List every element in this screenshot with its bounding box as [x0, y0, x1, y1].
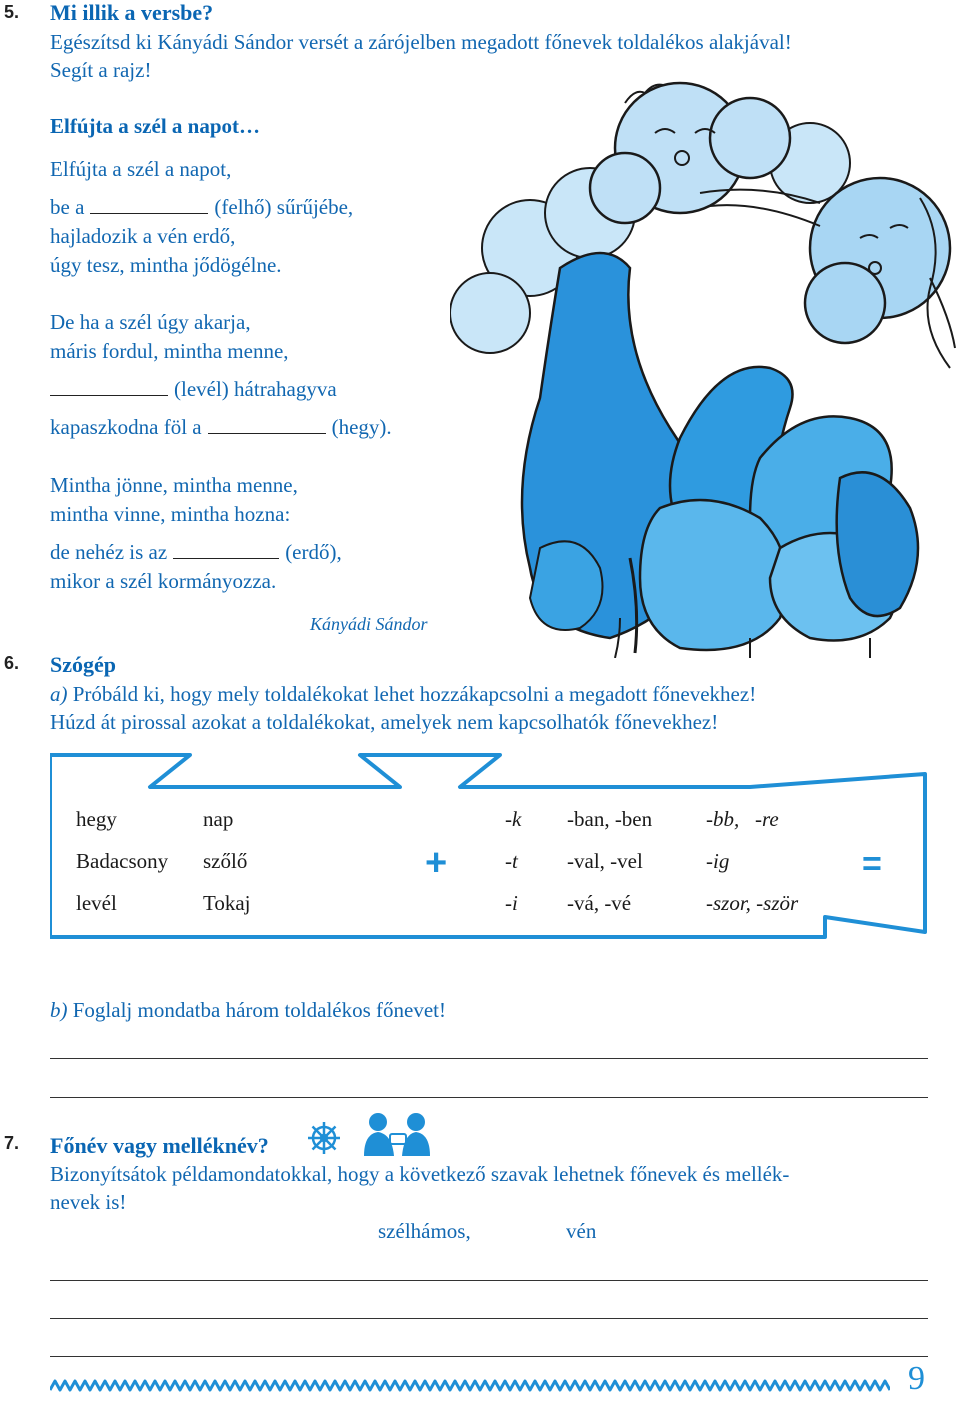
poem-line: hajladozik a vén erdő, — [50, 224, 236, 248]
suffix-cell[interactable]: -ban, -ben — [567, 807, 653, 831]
poem-line: máris fordul, mintha menne, — [50, 339, 289, 363]
poem-line: úgy tesz, mintha jődögélne. — [50, 253, 282, 277]
suffix-cell[interactable]: -i — [505, 891, 518, 915]
poem-author: Kányádi Sándor — [310, 614, 428, 634]
instruction-text: a) Próbáld ki, hogy mely toldalékokat lehet hozzákapcsolni a megadott főnevekhez! — [50, 682, 757, 706]
poem-line: (levél) hátrahagyva — [50, 375, 337, 404]
fill-blank[interactable] — [50, 394, 168, 396]
plus-sign: + — [425, 842, 448, 884]
page-number: 9 — [908, 1360, 925, 1397]
answer-line[interactable] — [50, 1318, 928, 1319]
suffix-cell[interactable]: -t — [505, 849, 518, 873]
answer-line[interactable] — [50, 1058, 928, 1059]
poem-line: mikor a szél kormányozza. — [50, 569, 277, 593]
poem-title: Elfújta a szél a napot… — [50, 114, 260, 138]
task-number: 7. — [4, 1133, 20, 1153]
suffix-cell[interactable]: -ig — [706, 849, 730, 873]
equals-sign: = — [862, 845, 882, 883]
example-word: szélhámos, — [378, 1219, 471, 1243]
task-title: Főnév vagy melléknév? — [50, 1133, 269, 1158]
poem-line: de nehéz is az (erdő), — [50, 540, 342, 564]
noun-cell: Badacsony — [76, 849, 169, 873]
wind-forest-illustration — [450, 78, 960, 658]
answer-line[interactable] — [50, 1280, 928, 1281]
noun-cell: nap — [203, 807, 234, 831]
noun-cell: hegy — [76, 807, 117, 831]
instruction-text: b) Foglalj mondatba három toldalékos főnevet! — [50, 998, 446, 1022]
cloud-shape — [710, 98, 790, 178]
fill-blank[interactable] — [173, 557, 279, 559]
cloud-shape — [590, 153, 660, 223]
decorative-wave — [50, 1378, 890, 1394]
poem-line: kapaszkodna föl a (hegy). — [50, 415, 392, 439]
suffix-cell[interactable]: -bb, -re — [706, 807, 779, 831]
wheel-icon — [306, 1120, 342, 1156]
pair-work-icon — [360, 1112, 436, 1158]
answer-line[interactable] — [50, 1356, 928, 1357]
instruction-text: nevek is! — [50, 1190, 127, 1214]
example-word: vén — [566, 1219, 597, 1243]
poem-line: Elfújta a szél a napot, — [50, 157, 232, 181]
noun-cell: szőlő — [203, 849, 248, 873]
fill-blank[interactable] — [90, 212, 208, 214]
tree-shape — [640, 500, 787, 650]
poem-line: mintha vinne, mintha hozna: — [50, 502, 291, 526]
task-number: 6. — [4, 653, 20, 673]
cloud-shape — [450, 273, 530, 353]
answer-line[interactable] — [50, 1097, 928, 1098]
tree-shape — [837, 472, 918, 616]
instruction-text: Segít a rajz! — [50, 58, 152, 82]
fill-blank[interactable] — [208, 432, 326, 434]
instruction-text: Egészítsd ki Kányádi Sándor versét a zárójelben megadott főnevek toldalékos alakjával! — [50, 30, 792, 54]
noun-cell: levél — [76, 891, 117, 915]
task-title: Mi illik a versbe? — [50, 0, 214, 25]
suffix-cell[interactable]: -val, -vel — [567, 849, 643, 873]
instruction-text: Húzd át pirossal azokat a toldalékokat, amelyek nem kapcsolhatók főnevekhez! — [50, 710, 719, 734]
task-number: 5. — [4, 2, 20, 22]
suffix-cell[interactable]: -vá, -vé — [567, 891, 632, 915]
cloud-shape — [805, 263, 885, 343]
poem-line: be a (felhő) sűrűjébe, — [50, 195, 354, 219]
suffix-cell[interactable]: -k — [505, 807, 522, 831]
word-machine-frame — [50, 752, 932, 952]
suffix-cell[interactable]: -szor, -ször — [706, 891, 799, 915]
poem-line: De ha a szél úgy akarja, — [50, 310, 251, 334]
noun-cell: Tokaj — [203, 891, 251, 915]
poem-line: Mintha jönne, mintha menne, — [50, 473, 298, 497]
task-title: Szógép — [50, 652, 116, 677]
instruction-text: Bizonyítsátok példamondatokkal, hogy a következő szavak lehetnek főnevek és mellék- — [50, 1162, 790, 1186]
